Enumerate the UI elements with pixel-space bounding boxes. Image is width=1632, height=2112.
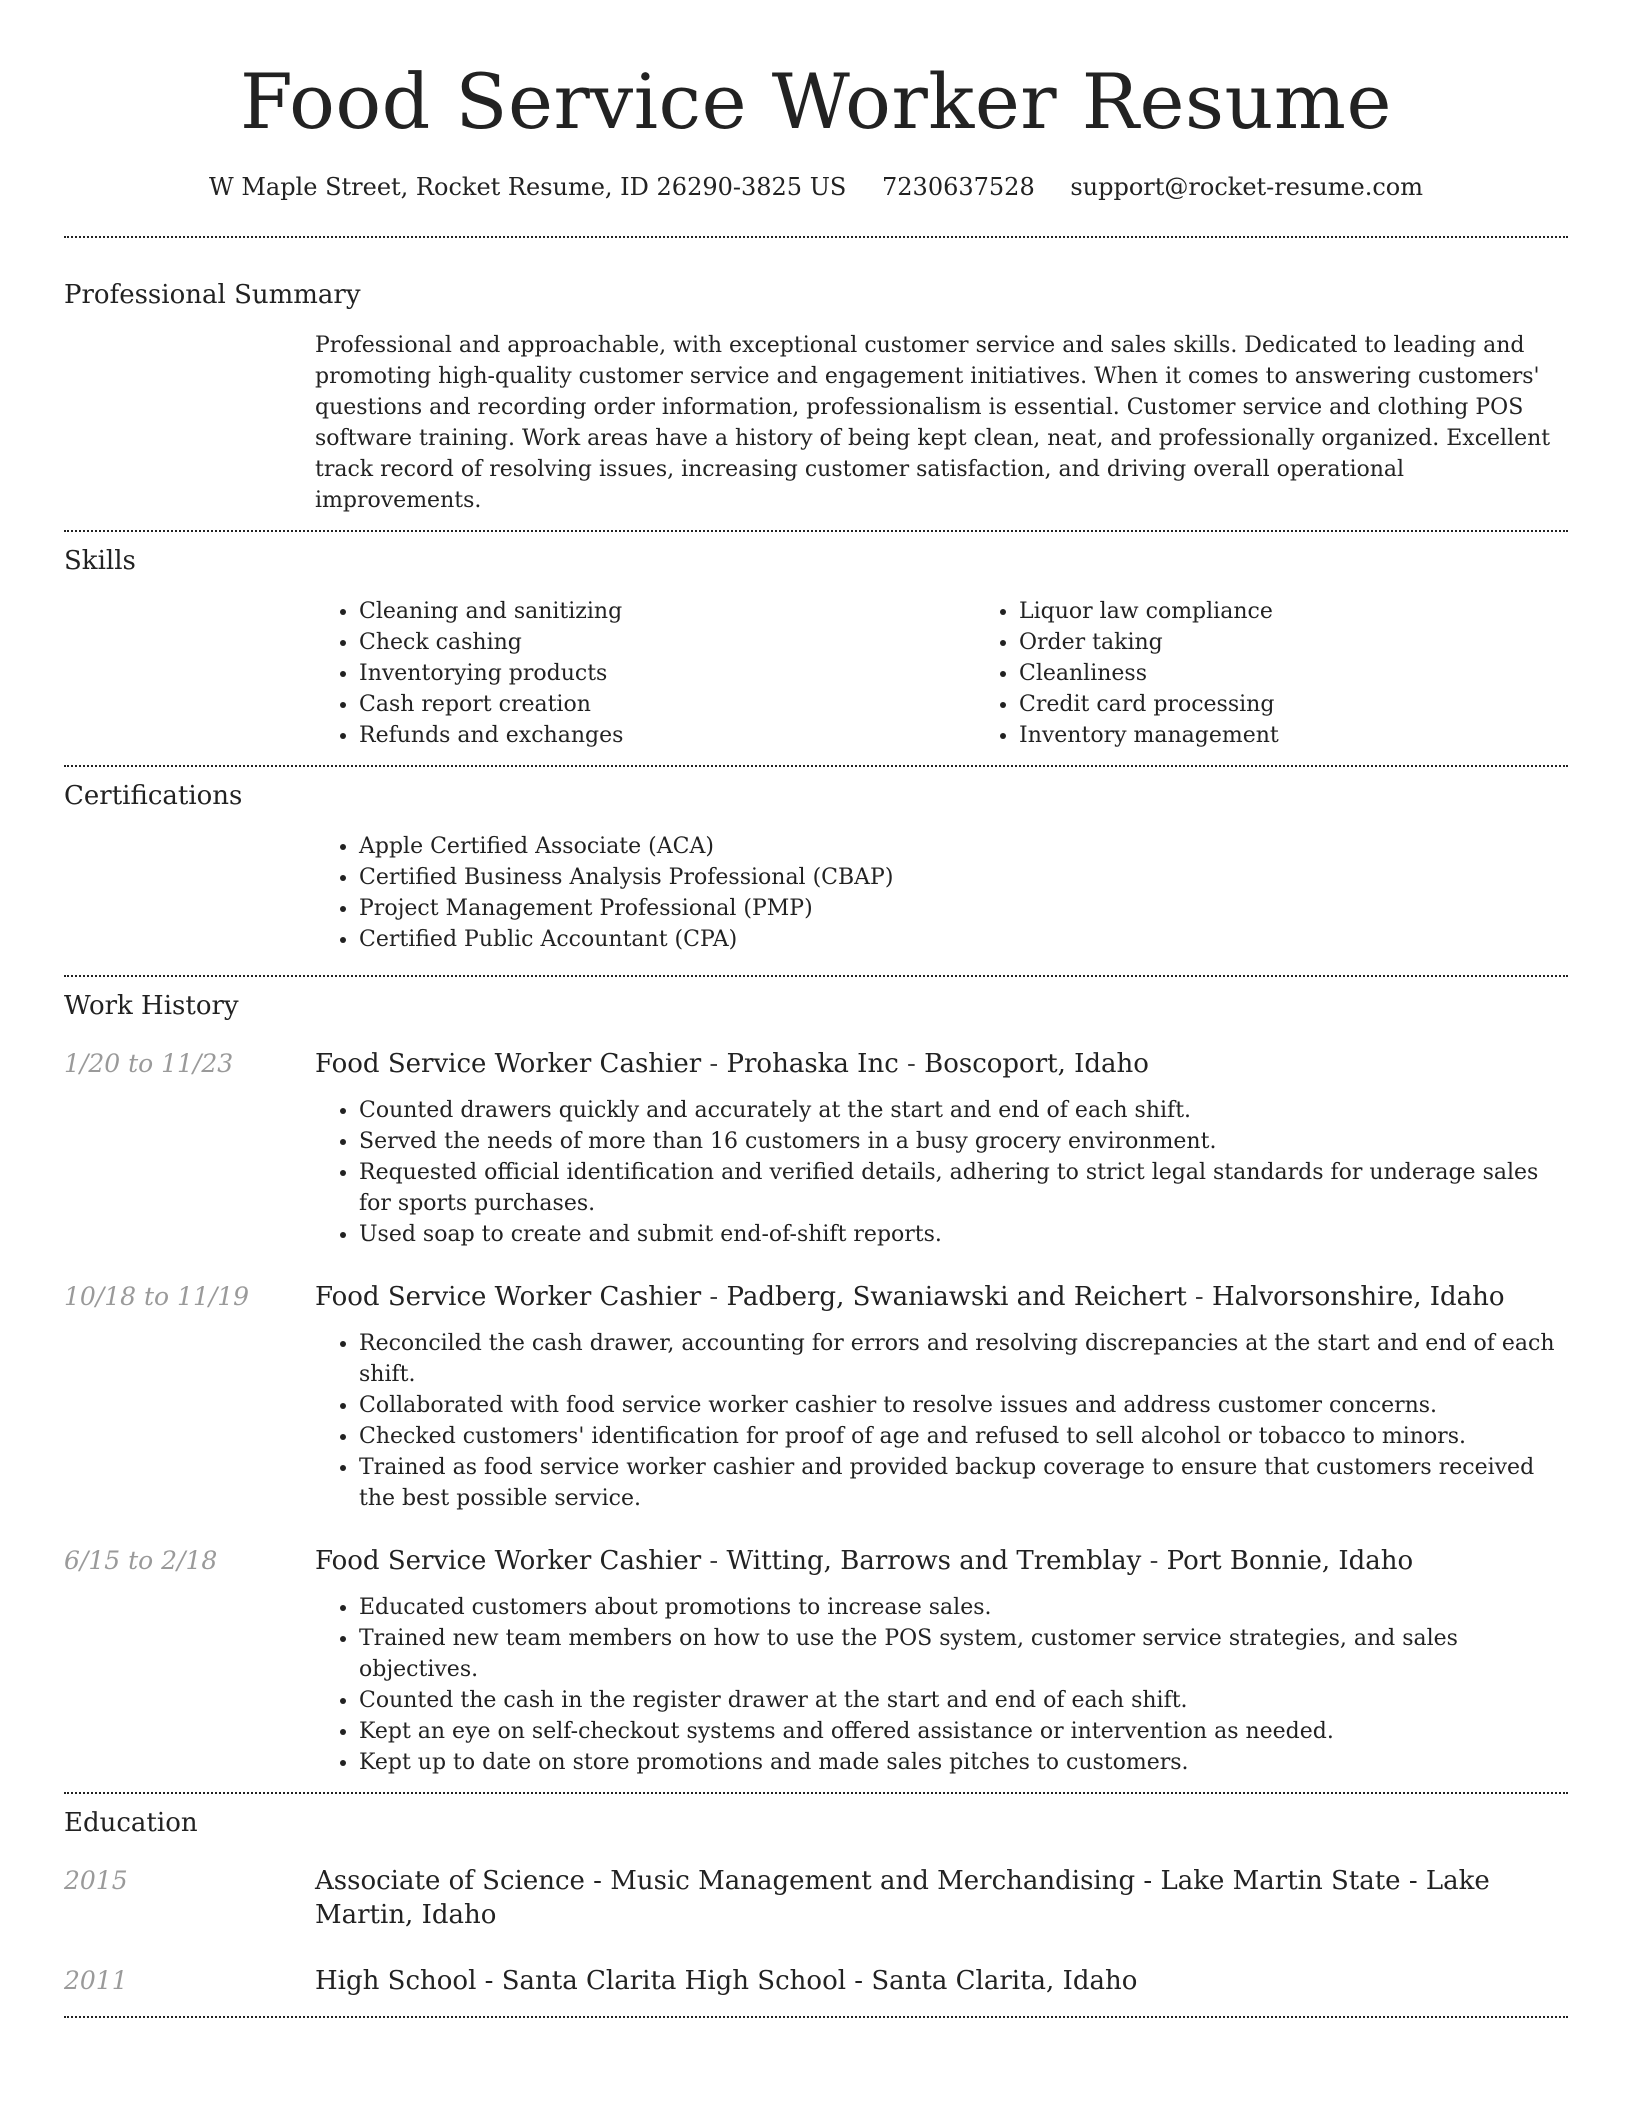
education-degree: High School	[315, 1966, 477, 1996]
job-company: Prohaska Inc	[726, 1049, 899, 1079]
section-title-work: Work History	[64, 991, 239, 1021]
education-field: Music Management and Merchandising	[610, 1866, 1136, 1896]
education-entry	[64, 1964, 1568, 1998]
skill-item: • Check cashing	[359, 627, 975, 658]
job-bullet: • Checked customers' identification for proof of age and refused to sell alcohol or tobacco to minors.	[359, 1421, 1568, 1452]
work-history-section	[64, 977, 1568, 1778]
job-bullets	[315, 1328, 1568, 1514]
certification-item: • Apple Certified Associate (ACA)	[359, 831, 1568, 862]
education-school: Santa Clarita High School	[501, 1966, 847, 1996]
section-title-education: Education	[64, 1808, 198, 1838]
job-bullet: • Counted the cash in the register drawer at the start and end of each shift.	[359, 1685, 1568, 1716]
skill-item: • Liquor law compliance	[1019, 596, 1632, 627]
skill-item: • Inventorying products	[359, 658, 975, 689]
resume-name: Food Service Worker Resume	[240, 57, 1392, 146]
section-title-skills: Skills	[64, 546, 136, 576]
education-section	[64, 1794, 1568, 1998]
job-role: Food Service Worker Cashier	[315, 1049, 702, 1079]
summary-text: Professional and approachable, with exceptional customer service and sales skills. Dedicated to leading and promoting high-quality customer service and engagement initiatives. When it comes to answering customers' questions and recording order information, professionalism is essential. Customer service and clothing POS software training. Work areas have a history of being kept clean, neat, and professionally organized. Excellent track record of resolving issues, increasing customer satisfaction, and driving overall operational improvements.	[315, 333, 1551, 513]
education-year: 2015	[64, 1866, 128, 1895]
education-location: Santa Clarita, Idaho	[871, 1966, 1138, 1996]
resume-header	[64, 0, 1568, 204]
certification-item: • Certified Business Analysis Professional (CBAP)	[359, 862, 1568, 893]
job-bullet: • Served the needs of more than 16 customers in a busy grocery environment.	[359, 1126, 1568, 1157]
job-bullet: • Educated customers about promotions to increase sales.	[359, 1592, 1568, 1623]
job-dates: 10/18 to 11/19	[64, 1282, 250, 1311]
job-bullet: • Used soap to create and submit end-of-shift reports.	[359, 1219, 1568, 1250]
job-title: Food Service Worker Cashier - Prohaska Inc - Boscoport, Idaho	[315, 1049, 1149, 1079]
job-role: Food Service Worker Cashier	[315, 1282, 702, 1312]
job-location: Halvorsonshire, Idaho	[1212, 1282, 1505, 1312]
education-location: Lake Martin, Idaho	[315, 1866, 1490, 1930]
education-school: Lake Martin State	[1160, 1866, 1401, 1896]
job-company: Witting, Barrows and Tremblay	[726, 1546, 1142, 1576]
job-title: Food Service Worker Cashier - Padberg, Swaniawski and Reichert - Halvorsonshire, Idaho	[315, 1282, 1505, 1312]
job-title: Food Service Worker Cashier - Witting, Barrows and Tremblay - Port Bonnie, Idaho	[315, 1546, 1414, 1576]
skill-item: • Cleaning and sanitizing	[359, 596, 975, 627]
job-dates: 6/15 to 2/18	[64, 1546, 218, 1575]
skill-item: • Credit card processing	[1019, 689, 1632, 720]
education-year: 2011	[64, 1966, 128, 1995]
skill-item: • Order taking	[1019, 627, 1632, 658]
section-title-summary: Professional Summary	[64, 280, 361, 310]
job-bullet: • Trained new team members on how to use the POS system, customer service strategies, and sales objectives.	[359, 1623, 1568, 1685]
skills-section	[64, 532, 1568, 751]
contact-email: support@rocket-resume.com	[1070, 173, 1423, 201]
job-entry	[64, 1280, 1568, 1514]
section-title-certifications: Certifications	[64, 781, 243, 811]
job-entry	[64, 1047, 1568, 1250]
contact-phone: 7230637528	[882, 173, 1035, 201]
job-bullet: • Kept up to date on store promotions and made sales pitches to customers.	[359, 1747, 1568, 1778]
education-degree: Associate of Science	[315, 1866, 585, 1896]
contact-line	[64, 170, 1568, 204]
job-bullets	[315, 1095, 1568, 1250]
certifications-section	[64, 767, 1568, 955]
summary-section	[64, 238, 1568, 516]
education-title: Associate of Science - Music Management and Merchandising - Lake Martin State - Lake Martin, Idaho	[315, 1866, 1490, 1930]
job-role: Food Service Worker Cashier	[315, 1546, 702, 1576]
job-bullet: • Requested official identification and verified details, adhering to strict legal standards for underage sales for sports purchases.	[359, 1157, 1568, 1219]
skill-item: • Cash report creation	[359, 689, 975, 720]
certification-item: • Certified Public Accountant (CPA)	[359, 924, 1568, 955]
job-location: Boscoport, Idaho	[924, 1049, 1149, 1079]
job-bullet: • Collaborated with food service worker cashier to resolve issues and address customer concerns.	[359, 1390, 1568, 1421]
job-company: Padberg, Swaniawski and Reichert	[726, 1282, 1187, 1312]
skill-item: • Cleanliness	[1019, 658, 1632, 689]
skill-item: • Refunds and exchanges	[359, 720, 975, 751]
job-dates: 1/20 to 11/23	[64, 1049, 234, 1078]
job-entry	[64, 1544, 1568, 1778]
skills-list-right	[975, 596, 1632, 751]
contact-address: W Maple Street, Rocket Resume, ID 26290-3825 US	[209, 173, 847, 201]
certifications-list	[315, 831, 1568, 955]
certification-item: • Project Management Professional (PMP)	[359, 893, 1568, 924]
education-title: High School - Santa Clarita High School - Santa Clarita, Idaho	[315, 1966, 1138, 1996]
skills-list-left	[315, 596, 975, 751]
job-bullet: • Kept an eye on self-checkout systems and offered assistance or intervention as needed.	[359, 1716, 1568, 1747]
job-location: Port Bonnie, Idaho	[1166, 1546, 1414, 1576]
job-bullet: • Counted drawers quickly and accurately at the start and end of each shift.	[359, 1095, 1568, 1126]
job-bullet: • Reconciled the cash drawer, accounting for errors and resolving discrepancies at the start and end of each shift.	[359, 1328, 1568, 1390]
section-divider	[64, 2016, 1568, 2018]
job-bullet: • Trained as food service worker cashier and provided backup coverage to ensure that customers received the best possible service.	[359, 1452, 1568, 1514]
job-bullets	[315, 1592, 1568, 1778]
education-entry	[64, 1864, 1568, 1932]
skill-item: • Inventory management	[1019, 720, 1632, 751]
